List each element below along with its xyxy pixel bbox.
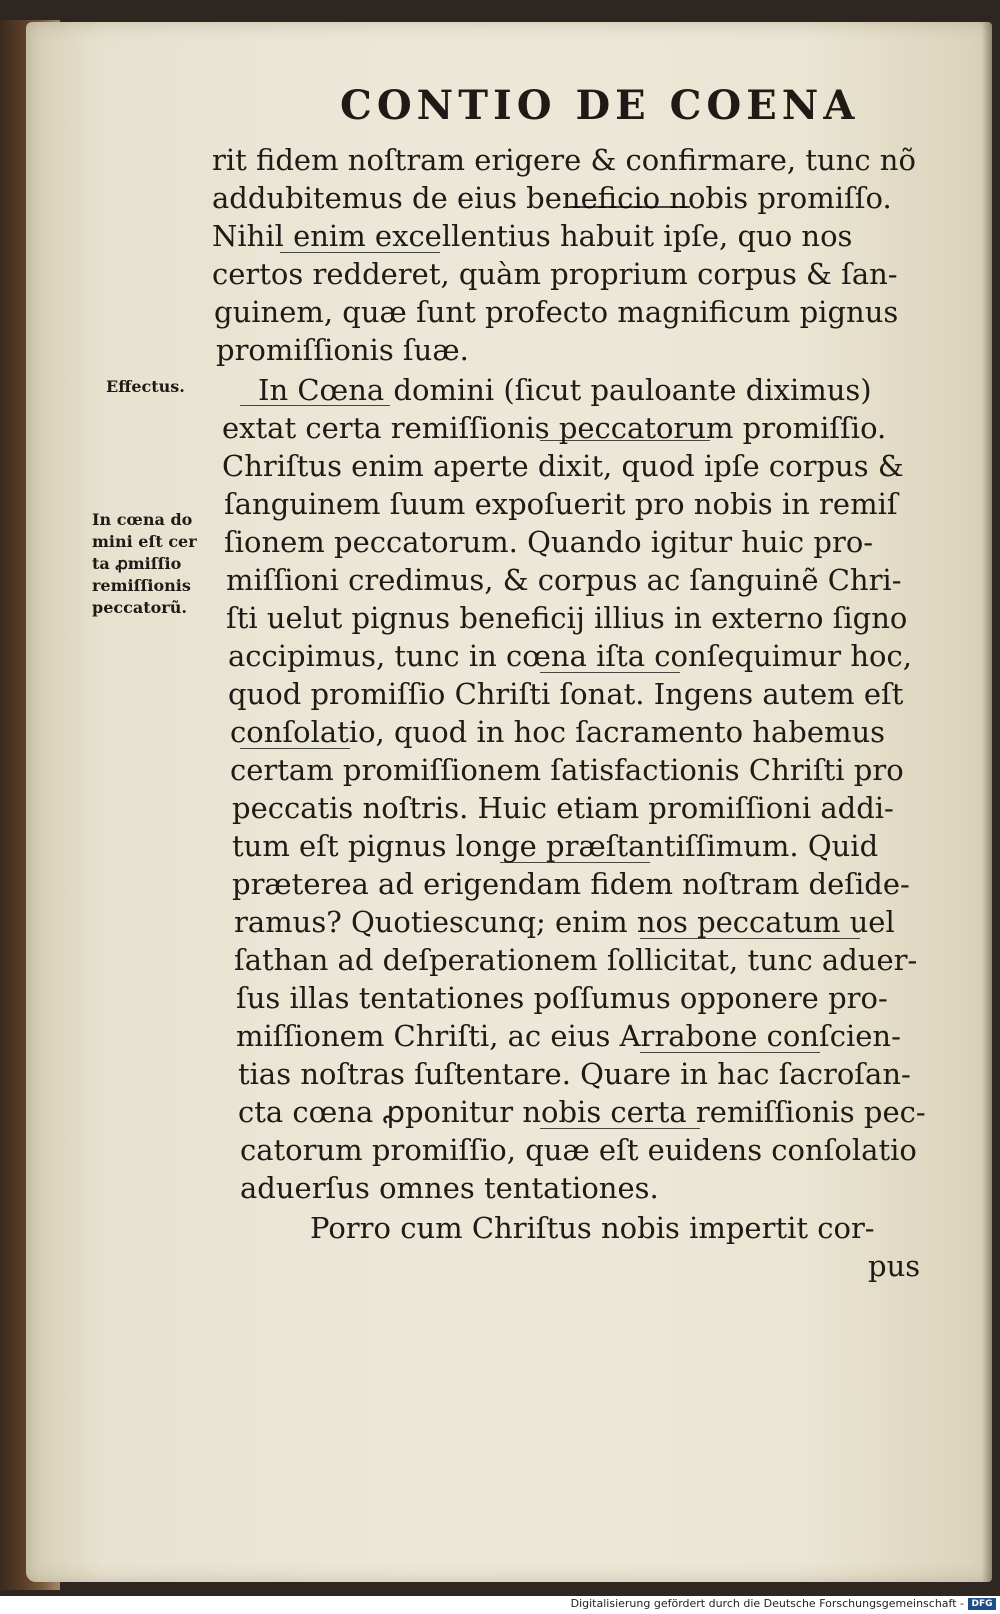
text-line: conſolatio, quod in hoc ſacramento habemus [230,715,886,749]
page-edge-shadow [982,22,992,1582]
margin-note-line: mini eſt cer [92,532,197,551]
margin-note-line: remiſſionis [92,576,191,595]
text-line: miſſioni credimus, & corpus ac ſanguinẽ Chri- [226,563,902,597]
text-line: Nihil enim excellentius habuit ipſe, quo nos [212,219,853,253]
dfg-logo: DFG [968,1598,996,1610]
text-line: In Cœna domini (ſicut pauloante diximus) [258,373,872,407]
ink-underline [540,1128,700,1129]
text-line: præterea ad erigendam fidem noſtram deſide- [232,867,910,901]
text-line: certam promiſſionem ſatisfactionis Chriſti pro [230,753,904,787]
text-line: Porro cum Chriſtus nobis impertit cor- [310,1211,875,1245]
margin-note-line: peccatorũ. [92,598,187,617]
text-line: addubitemus de eius beneficio nobis promiſſo. [212,181,892,215]
margin-note-effectus: Effectus. [106,377,185,396]
text-line: aduerſus omnes tentationes. [240,1171,659,1205]
text-line: quod promiſſio Chriſti ſonat. Ingens autem eſt [228,677,904,711]
ink-underline [500,862,650,863]
catchword: pus [868,1249,921,1283]
ink-underline [240,748,350,749]
ink-underline [540,440,710,441]
text-line: ſionem peccatorum. Quando igitur huic pro- [224,525,874,559]
footer-bar [0,1596,1000,1614]
ink-underline [240,405,390,406]
ink-underline [570,206,690,208]
text-line: tum eſt pignus longe præſtantiſſimum. Quid [232,829,879,863]
margin-note-line: ta ꝓmiſſio [92,554,182,573]
text-line: promiſſionis ſuæ. [216,333,469,367]
text-line: ſathan ad deſperationem ſollicitat, tunc aduer- [234,943,918,977]
ink-underline [640,1052,820,1053]
text-line: cta cœna ꝓponitur nobis certa remiſſionis pec- [238,1095,926,1129]
text-line: ramus? Quotiescunq; enim nos peccatum uel [234,905,895,939]
text-line: certos redderet, quàm proprium corpus & ſan- [212,257,898,291]
text-line: accipimus, tunc in cœna iſta conſequimur hoc, [228,639,912,673]
text-line: rit fidem noſtram erigere & confirmare, tunc nõ [212,143,916,177]
text-line: extat certa remiſſionis peccatorum promiſſio. [222,411,887,445]
text-line: ſus illas tentationes poſſumus opponere pro- [236,981,888,1015]
text-line: ſanguinem ſuum expoſuerit pro nobis in remiſ [224,487,898,521]
ink-underline [280,252,440,253]
ink-underline [640,938,860,939]
text-line: tias noſtras ſuſtentare. Quare in hac ſacroſan- [238,1057,911,1091]
ink-underline [540,672,680,673]
text-line: peccatis noſtris. Huic etiam promiſſioni addi- [232,791,894,825]
text-line: catorum promiſſio, quæ eſt euidens conſolatio [240,1133,917,1167]
text-line: Chriſtus enim aperte dixit, quod ipſe corpus & [222,449,904,483]
text-line: ſti uelut pignus beneficij illius in externo ſigno [226,601,908,635]
text-line: miſſionem Chriſti, ac eius Arrabone conſcien- [236,1019,901,1053]
text-line: guinem, quæ ſunt profecto magnificum pignus [214,295,899,329]
margin-note-line: In cœna do [92,510,193,529]
funding-credit: Digitalisierung gefördert durch die Deutsche Forschungsgemeinschaft - [570,1597,964,1610]
running-head: CONTIO DE COENA [340,82,860,129]
